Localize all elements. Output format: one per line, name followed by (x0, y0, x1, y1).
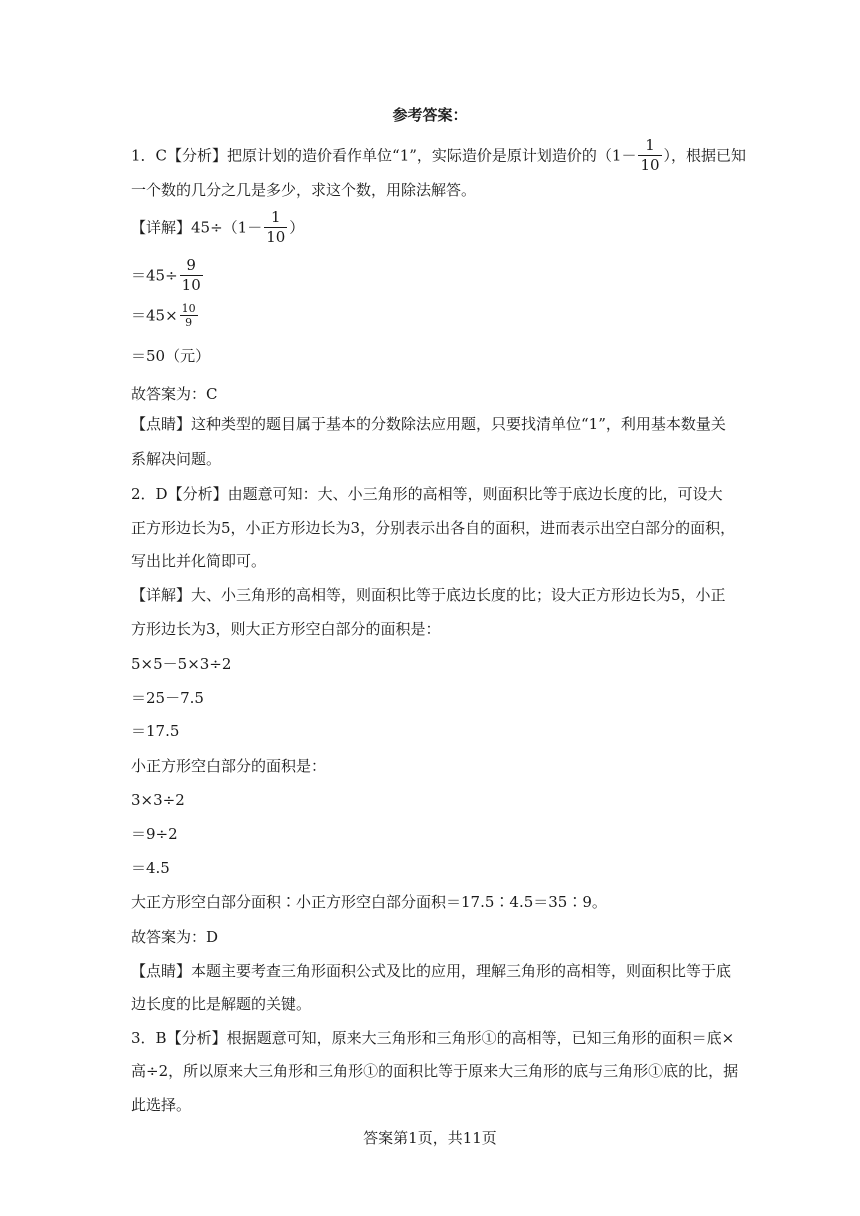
q1-analysis-text-b: ），根据已知 (663, 146, 747, 165)
q2-note-line-2: 边长度的比是解题的关键。 (131, 995, 312, 1013)
q1-detail-text: ＝45÷ (131, 266, 178, 285)
fraction-numerator: 1 (264, 208, 287, 228)
q2-expression-3: ＝17.5 (131, 722, 180, 740)
q1-detail-line-3 (131, 302, 200, 329)
q2-expression-2: ＝25－7.5 (131, 689, 204, 707)
q1-analysis-line-1 (131, 136, 746, 175)
q2-analysis-line-2: 正方形边长为5，小正方形边长为3，分别表示出各自的面积，进而表示出空白部分的面积， (131, 519, 736, 537)
q1-detail-line-1 (131, 208, 304, 247)
fraction (180, 256, 203, 295)
fraction (264, 208, 287, 247)
q2-detail-line-2: 方形边长为3，则大正方形空白部分的面积是： (131, 620, 441, 638)
q1-detail-line-2 (131, 256, 205, 295)
q3-analysis-line-1: 3．B【分析】根据题意可知，原来大三角形和三角形①的高相等，已知三角形的面积＝底× (131, 1029, 735, 1047)
fraction-denominator: 9 (185, 316, 193, 329)
q1-detail-text: ＝45× (131, 306, 178, 325)
q3-analysis-line-3: 此选择。 (131, 1096, 192, 1114)
q1-analysis-text-a: 1．C【分析】把原计划的造价看作单位“1”，实际造价是原计划造价的（1－ (131, 146, 637, 165)
q2-expression-4: 3×3÷2 (131, 791, 185, 809)
fraction-denominator: 10 (181, 276, 201, 294)
q1-detail-text-b: ） (289, 218, 305, 237)
q2-detail-line-1: 【详解】大、小三角形的高相等，则面积比等于底边长度的比；设大正方形边长为5，小正 (131, 586, 726, 604)
fraction (180, 302, 198, 329)
q2-expression-1: 5×5－5×3÷2 (131, 655, 232, 673)
fraction (638, 136, 661, 175)
q1-detail-text-a: 【详解】45÷（1－ (131, 218, 263, 237)
page-footer: 答案第1页，共11页 (363, 1129, 497, 1147)
q3-analysis-line-2: 高÷2，所以原来大三角形和三角形①的面积比等于原来大三角形的底与三角形①底的比，据 (131, 1062, 739, 1080)
q2-expression-6: ＝4.5 (131, 859, 170, 877)
q2-statement: 小正方形空白部分的面积是： (131, 757, 327, 775)
q1-note-line-2: 系解决问题。 (131, 450, 222, 468)
q2-analysis-line-1: 2．D【分析】由题意可知：大、小三角形的高相等，则面积比等于底边长度的比，可设大 (131, 485, 723, 503)
q1-answer: 故答案为：C (131, 385, 218, 403)
fraction-denominator: 10 (640, 156, 660, 174)
fraction-denominator: 10 (266, 228, 286, 246)
page-title: 参考答案： (392, 106, 468, 124)
q2-analysis-line-3: 写出比并化简即可。 (131, 552, 267, 570)
fraction-numerator: 1 (638, 136, 661, 156)
q1-detail-line-4: ＝50（元） (131, 347, 211, 365)
fraction-numerator: 10 (181, 302, 196, 315)
q1-note-line-1: 【点睛】这种类型的题目属于基本的分数除法应用题，只要找清单位“1”，利用基本数量关 (131, 415, 726, 433)
q1-analysis-line-2: 一个数的几分之几是多少，求这个数，用除法解答。 (131, 181, 477, 199)
q2-expression-5: ＝9÷2 (131, 825, 178, 843)
q2-note-line-1: 【点睛】本题主要考查三角形面积公式及比的应用，理解三角形的高相等，则面积比等于底 (131, 962, 732, 980)
q2-answer: 故答案为：D (131, 928, 219, 946)
fraction-numerator: 9 (180, 256, 203, 276)
q2-ratio-result: 大正方形空白部分面积∶小正方形空白部分面积＝17.5∶4.5＝35∶9。 (131, 893, 607, 911)
